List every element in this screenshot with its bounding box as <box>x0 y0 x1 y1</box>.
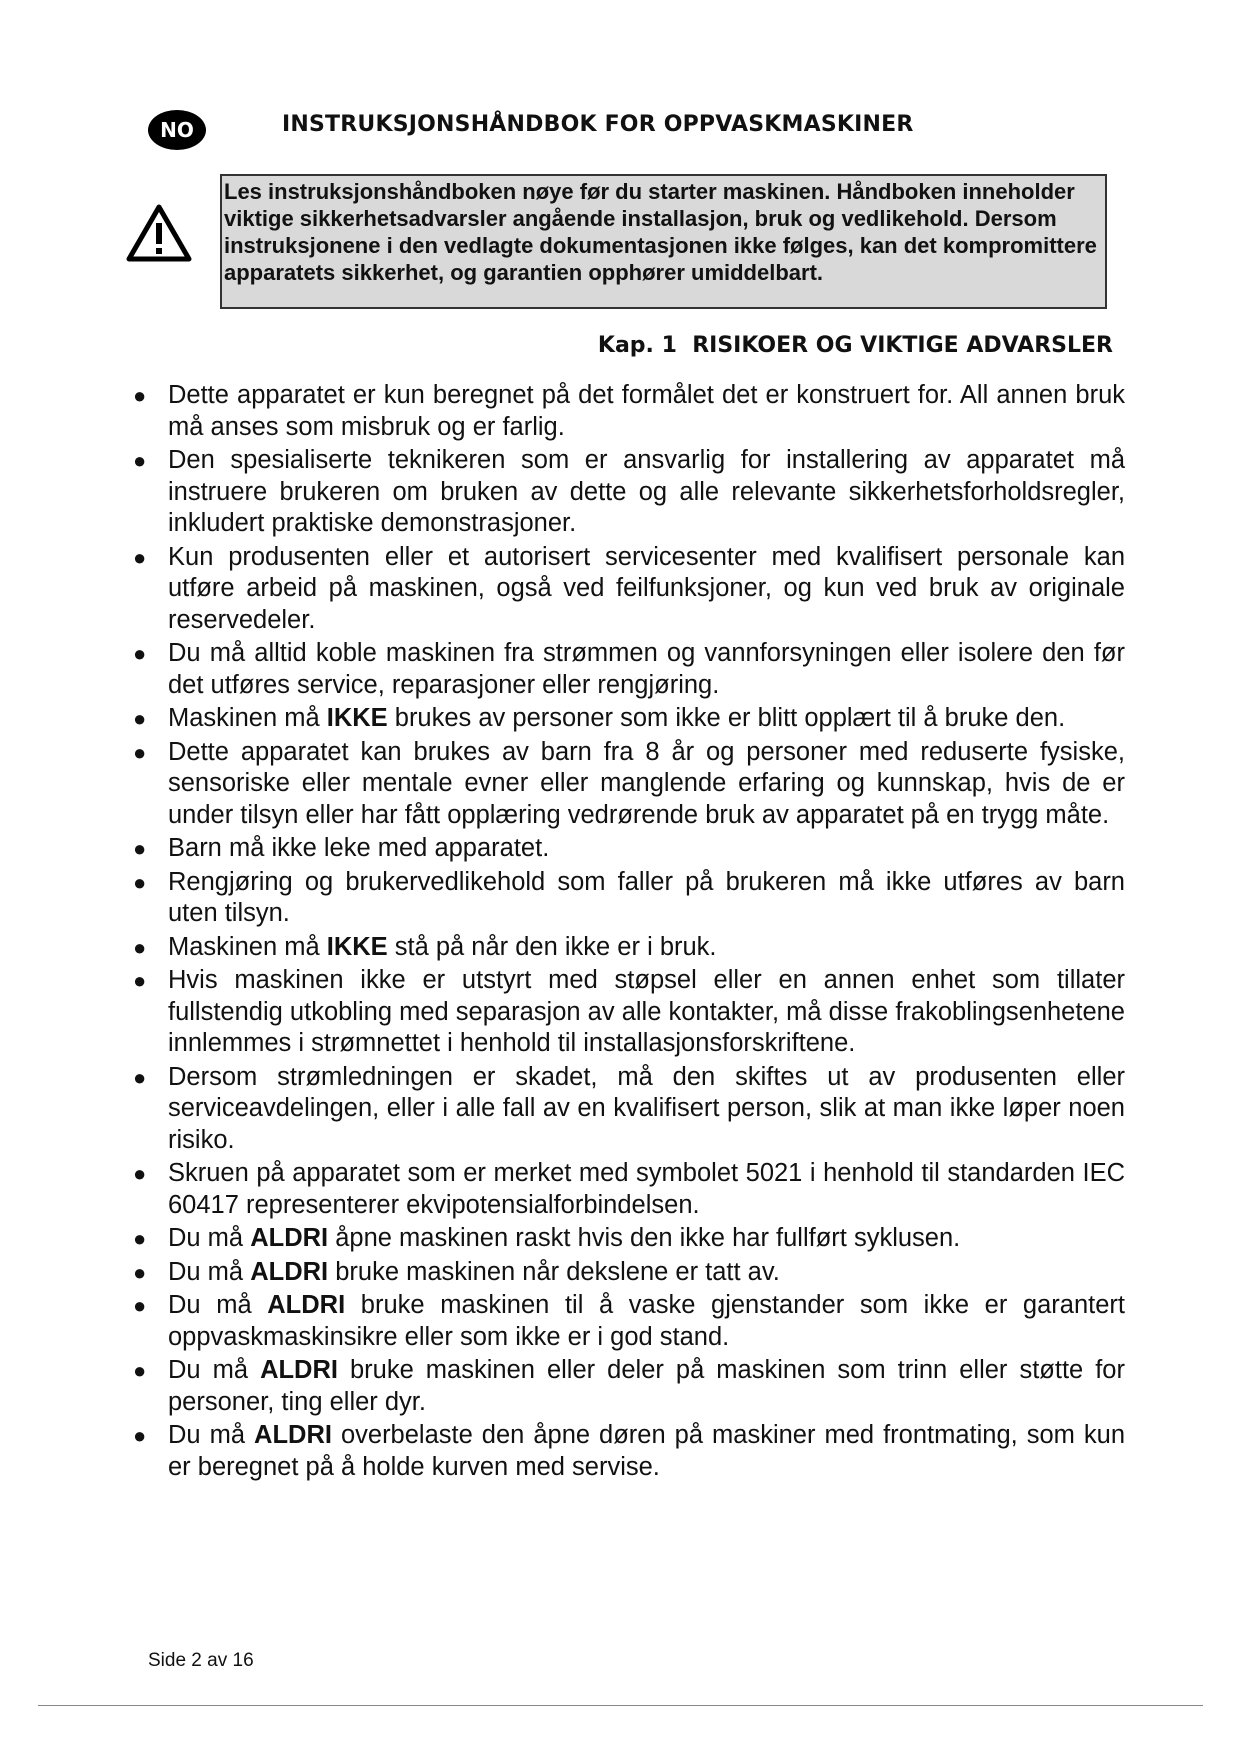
bullet-icon: ● <box>133 544 147 570</box>
bullet-icon: ● <box>133 739 147 765</box>
rule-text-part: Dette apparatet er kun beregnet på det formålet det er konstruert for. All annen bruk må anses som misbruk og er farlig. <box>168 381 1125 441</box>
rule-emphasis: ALDRI <box>260 1356 338 1384</box>
bullet-icon: ● <box>133 706 147 731</box>
bullet-icon: ● <box>133 1064 147 1090</box>
bullet-icon: ● <box>133 1226 147 1251</box>
list-item <box>130 380 1125 443</box>
rule-text <box>168 1223 1125 1255</box>
chapter-number: Kap. 1 <box>597 333 677 358</box>
list-item <box>130 833 1125 865</box>
rule-emphasis: ALDRI <box>250 1224 329 1252</box>
list-item <box>130 445 1125 540</box>
list-item <box>130 542 1125 637</box>
rule-text-part: Du må <box>168 1356 261 1384</box>
rule-text <box>168 965 1125 1060</box>
bullet-icon: ● <box>133 934 147 960</box>
bullet-icon: ● <box>133 1259 147 1285</box>
page-number: Side 2 av 16 <box>148 1650 254 1671</box>
rule-emphasis: IKKE <box>326 704 388 732</box>
rule-text-part: overbelaste den åpne døren på maskiner med frontmating, som kun er beregnet på å holde kurven med servise. <box>168 1421 1125 1481</box>
rule-text-part: Dersom strømledningen er skadet, må den skiftes ut av produsenten eller serviceavdelingen, eller i alle fall av en kvalifisert person, slik at man ikke løper noen risiko. <box>168 1062 1125 1154</box>
list-item <box>130 1158 1125 1221</box>
rule-text-part: åpne maskinen raskt hvis den ikke har fullført syklusen. <box>328 1224 961 1252</box>
rule-text <box>168 1062 1125 1157</box>
rule-text-part: Barn må ikke leke med apparatet. <box>168 834 550 862</box>
rule-text <box>168 833 1125 865</box>
rule-text-part: Dette apparatet kan brukes av barn fra 8 år og personer med reduserte fysiske, sensoriske eller mentale evner eller manglende erfaring og kunnskap, hvis de er under tilsyn eller har fått opplæring vedrørende bruk av apparatet på en trygg måte. <box>168 737 1125 829</box>
list-item <box>130 965 1125 1060</box>
rule-text-part: Hvis maskinen ikke er utstyrt med støpsel eller en annen enhet som tillater fullstendig utkobling med separasjon av alle kontakter, må disse frakoblingsenhetene innlemmes i strømnettet i henhold til installasjonsforskriftene. <box>168 966 1125 1057</box>
safety-warning-box <box>220 174 1107 309</box>
rule-text-part: Kun produsenten eller et autorisert servicesenter med kvalifisert personale kan utføre arbeid på maskinen, også ved feilfunksjoner, og kun ved bruk av originale reservedeler. <box>168 542 1125 634</box>
rule-text <box>168 380 1125 443</box>
list-item <box>130 932 1125 964</box>
rule-text <box>168 542 1125 637</box>
bullet-icon: ● <box>133 1358 147 1383</box>
rule-text <box>168 737 1125 832</box>
rule-emphasis: IKKE <box>326 932 388 961</box>
rule-text-part: bruke maskinen til å vaske gjenstander som ikke er garantert oppvaskmaskinsikre eller som ikke er i god stand. <box>168 1291 1125 1351</box>
rule-text <box>168 1355 1125 1418</box>
rule-text-part: bruke maskinen eller deler på maskinen som trinn eller støtte for personer, ting eller dyr. <box>168 1356 1125 1416</box>
rule-text <box>168 1158 1125 1221</box>
bullet-icon: ● <box>133 448 147 473</box>
rule-emphasis: ALDRI <box>250 1257 329 1286</box>
language-badge-label: NO <box>160 118 194 142</box>
bullet-icon: ● <box>133 1423 147 1448</box>
footer-divider <box>38 1705 1203 1706</box>
bullet-icon: ● <box>133 1293 147 1318</box>
rule-text-part: Du må alltid koble maskinen fra strømmen og vannforsyningen eller isolere den før det utføres service, reparasjoner eller rengjøring. <box>168 639 1125 699</box>
bullet-icon: ● <box>133 869 147 895</box>
rule-text <box>168 638 1125 701</box>
rule-text <box>168 867 1125 930</box>
list-item <box>130 737 1125 832</box>
rule-emphasis: ALDRI <box>254 1421 332 1449</box>
chapter-heading <box>598 333 1113 358</box>
chapter-title: RISIKOER OG VIKTIGE ADVARSLER <box>692 333 1113 358</box>
rule-text-part: brukes av personer som ikke er blitt opplært til å bruke den. <box>387 704 1066 732</box>
rule-text <box>168 1257 1125 1289</box>
list-item <box>130 1355 1125 1418</box>
bullet-icon: ● <box>133 1161 147 1186</box>
safety-rules-list <box>130 380 1125 1485</box>
rule-text <box>168 1290 1125 1353</box>
rule-text-part: Maskinen må <box>168 932 327 961</box>
bullet-icon: ● <box>133 383 147 408</box>
document-title: INSTRUKSJONSHÅNDBOK FOR OPPVASKMASKINER <box>282 112 914 137</box>
rule-text <box>168 445 1125 540</box>
rule-text-part: Rengjøring og brukervedlikehold som faller på brukeren må ikke utføres av barn uten tilsyn. <box>168 867 1125 927</box>
safety-warning-text: Les instruksjonshåndboken nøye før du starter maskinen. Håndboken inneholder viktige sikkerhetsadvarsler angående installasjon, bruk og vedlikehold. Dersom instruksjonene i den vedlagte dokumentasjonen ikke følges, kan det kompromittere apparatets sikkerhet, og garantien opphører umiddelbart. <box>224 179 1097 285</box>
rule-text-part: Du må <box>168 1224 251 1252</box>
rule-text <box>168 932 1125 964</box>
rule-text <box>168 703 1125 735</box>
rule-text-part: Den spesialiserte teknikeren som er ansvarlig for installering av apparatet må instruere brukeren om bruken av dette og alle relevante sikkerhetsforholdsregler, inkludert praktiske demonstrasjoner. <box>168 446 1125 537</box>
bullet-icon: ● <box>133 968 147 993</box>
list-item <box>130 638 1125 701</box>
rule-text-part: bruke maskinen når dekslene er tatt av. <box>328 1257 780 1286</box>
bullet-icon: ● <box>133 641 147 666</box>
list-item <box>130 1257 1125 1289</box>
warning-triangle-icon <box>126 203 192 263</box>
rule-text-part: stå på når den ikke er i bruk. <box>387 932 717 961</box>
list-item <box>130 703 1125 735</box>
rule-text-part: Maskinen må <box>168 704 327 732</box>
rule-emphasis: ALDRI <box>267 1291 346 1319</box>
rule-text-part: Skruen på apparatet som er merket med symbolet 5021 i henhold til standarden IEC 60417 representerer ekvipotensialforbindelsen. <box>168 1159 1125 1219</box>
rule-text-part: Du må <box>168 1291 268 1319</box>
rule-text-part: Du må <box>168 1257 251 1286</box>
rule-text-part: Du må <box>168 1421 255 1449</box>
language-badge <box>148 110 206 150</box>
list-item <box>130 867 1125 930</box>
list-item <box>130 1062 1125 1157</box>
list-item <box>130 1290 1125 1353</box>
list-item <box>130 1223 1125 1255</box>
rule-text <box>168 1420 1125 1483</box>
list-item <box>130 1420 1125 1483</box>
bullet-icon: ● <box>133 836 147 861</box>
